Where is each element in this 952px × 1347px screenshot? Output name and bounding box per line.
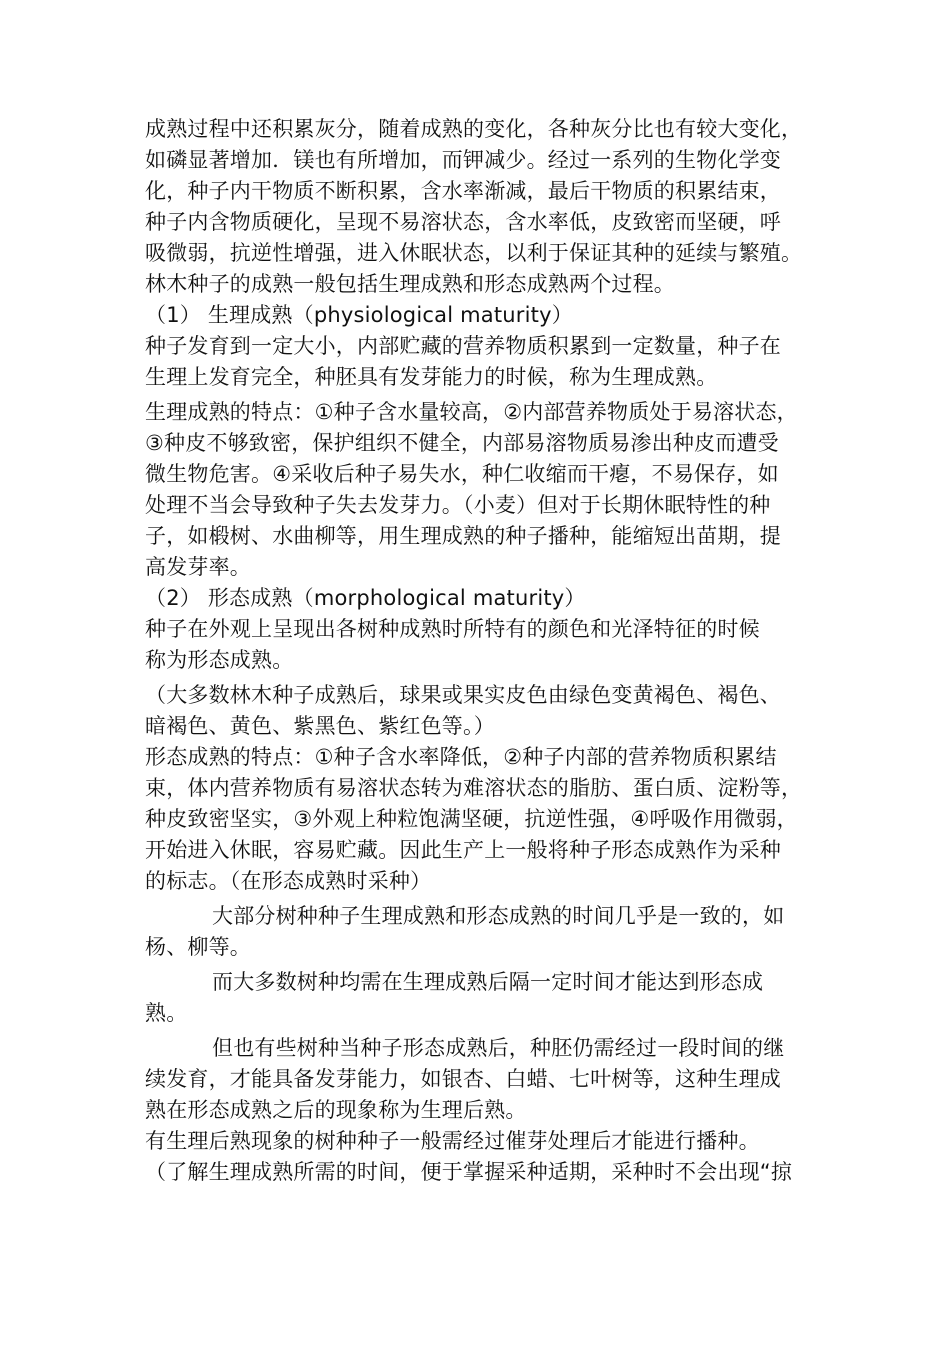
text-line: 吸微弱，抗逆性增强，进入休眠状态，以利于保证其种的延续与繁殖。	[145, 241, 803, 265]
text-line: 成熟过程中还积累灰分，随着成熟的变化，各种灰分比也有较大变化，	[145, 117, 803, 141]
text-line: 种子内含物质硬化，呈现不易溶状态，含水率低，皮致密而坚硬，呼	[145, 210, 781, 234]
text-line: 高发芽率。	[145, 555, 251, 579]
text-line: 种皮致密坚实，③外观上种粒饱满坚硬，抗逆性强，④呼吸作用微弱，	[145, 807, 798, 831]
text-line: 林木种子的成熟一般包括生理成熟和形态成熟两个过程。	[145, 272, 675, 296]
section-heading-physiological: （1） 生理成熟（physiological maturity）	[145, 303, 573, 327]
text-line: 子，如椴树、水曲柳等，用生理成熟的种子播种，能缩短出苗期，提	[145, 524, 781, 548]
text-line: 束，体内营养物质有易溶状态转为难溶状态的脂肪、蛋白质、淀粉等，	[145, 776, 803, 800]
text-line: 生理上发育完全，种胚具有发芽能力的时候，称为生理成熟。	[145, 365, 718, 389]
text-line: 种子在外观上呈现出各树种成熟时所特有的颜色和光泽特征的时候	[145, 617, 760, 641]
text-line: 处理不当会导致种子失去发芽力。（小麦）但对于长期休眠特性的种	[145, 493, 771, 517]
text-line: 的标志。（在形态成熟时采种）	[145, 869, 432, 893]
text-line: （大多数林木种子成熟后，球果或果实皮色由绿色变黄褐色、褐色、	[145, 683, 781, 707]
text-line: ③种皮不够致密，保护组织不健全，内部易溶物质易渗出种皮而遭受	[145, 431, 779, 455]
text-line: 熟在形态成熟之后的现象称为生理后熟。	[145, 1098, 527, 1122]
text-line: 化，种子内干物质不断积累，含水率渐减，最后干物质的积累结束，	[145, 179, 781, 203]
section-heading-morphological: （2） 形态成熟（morphological maturity）	[145, 586, 586, 610]
text-line: 开始进入休眠，容易贮藏。因此生产上一般将种子形态成熟作为采种	[145, 838, 781, 862]
document-page	[145, 114, 815, 1188]
text-line: 暗褐色、黄色、紫黑色、紫红色等。）	[145, 714, 495, 738]
text-line: 如磷显著增加．镁也有所增加，而钾减少。经过一系列的生物化学变	[145, 148, 781, 172]
text-line: 熟。	[145, 1001, 188, 1025]
text-line: 种子发育到一定大小，内部贮藏的营养物质积累到一定数量，种子在	[145, 334, 781, 358]
text-line: 有生理后熟现象的树种种子一般需经过催芽处理后才能进行播种。	[145, 1129, 760, 1153]
text-line: 称为形态成熟。	[145, 648, 294, 672]
text-line: 续发育，才能具备发芽能力，如银杏、白蜡、七叶树等，这种生理成	[145, 1067, 781, 1091]
text-line: 生理成熟的特点：①种子含水量较高，②内部营养物质处于易溶状态，	[145, 400, 798, 424]
text-line: 微生物危害。④采收后种子易失水，种仁收缩而干瘪，不易保存，如	[145, 462, 779, 486]
text-line: 杨、柳等。	[145, 935, 251, 959]
text-line: 但也有些树种当种子形态成熟后，种胚仍需经过一段时间的继	[212, 1036, 785, 1060]
text-line: （了解生理成熟所需的时间，便于掌握采种适期，采种时不会出现“掠	[145, 1160, 793, 1184]
text-line: 大部分树种种子生理成熟和形态成熟的时间几乎是一致的，如	[212, 904, 785, 928]
text-line: 形态成熟的特点：①种子含水率降低，②种子内部的营养物质积累结	[145, 745, 777, 769]
text-line: 而大多数树种均需在生理成熟后隔一定时间才能达到形态成	[212, 970, 764, 994]
